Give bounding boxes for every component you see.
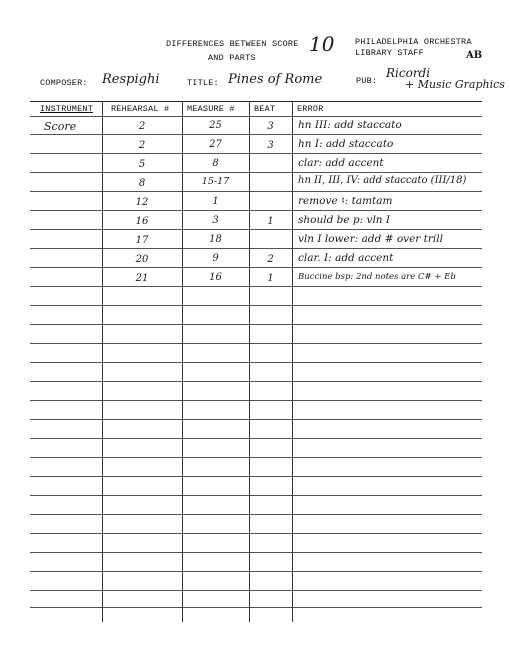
- column-header-beat: BEAT: [254, 104, 276, 114]
- row-rule: [30, 286, 482, 287]
- row-6-rehearsal: 16: [135, 216, 149, 227]
- row-5-error: remove ♮: tamtam: [298, 195, 393, 207]
- row-7-measure: 18: [209, 234, 222, 245]
- row-9-measure: 16: [209, 272, 222, 283]
- row-rule: [30, 476, 482, 477]
- row-9-beat: 1: [267, 273, 274, 284]
- column-divider: [249, 101, 250, 622]
- column-divider: [292, 101, 293, 622]
- row-rule: [30, 153, 482, 154]
- composer-label: COMPOSER:: [40, 78, 88, 88]
- title-label: TITLE:: [187, 78, 219, 88]
- row-7-rehearsal: 17: [135, 235, 149, 246]
- row-rule: [30, 533, 482, 534]
- form-title-line2: AND PARTS: [208, 53, 256, 63]
- column-header-rehearsal: REHEARSAL #: [111, 104, 170, 114]
- row-4-rehearsal: 8: [138, 178, 146, 189]
- row-rule: [30, 324, 482, 325]
- column-header-measure: MEASURE #: [187, 104, 235, 114]
- row-3-error: clar: add accent: [298, 157, 384, 169]
- row-rule: [30, 381, 482, 382]
- row-8-error: clar. I: add accent: [298, 252, 394, 264]
- row-9-rehearsal: 21: [135, 273, 149, 284]
- row-5-rehearsal: 12: [135, 197, 149, 208]
- org-name: PHILADELPHIA ORCHESTRA: [355, 37, 472, 47]
- table-top-rule: [30, 101, 482, 102]
- row-rule: [30, 267, 482, 268]
- row-6-measure: 3: [212, 215, 219, 226]
- pub-label: PUB:: [356, 76, 378, 86]
- row-rule: [30, 400, 482, 401]
- row-6-error: should be p: vln I: [298, 214, 391, 226]
- row-rule: [30, 571, 482, 572]
- row-8-measure: 9: [212, 253, 219, 264]
- row-1-rehearsal: 2: [138, 121, 146, 132]
- row-6-beat: 1: [267, 216, 274, 227]
- row-rule: [30, 514, 482, 515]
- row-rule: [30, 457, 482, 458]
- row-rule: [30, 191, 482, 192]
- composer-value: Respighi: [102, 72, 160, 87]
- row-1-beat: 3: [267, 121, 274, 132]
- row-4-error: hn II, III, IV: add staccato (III/18): [298, 175, 467, 186]
- row-rule: [30, 590, 482, 591]
- row-2-beat: 3: [267, 140, 274, 151]
- column-header-error: ERROR: [297, 104, 324, 114]
- row-7-error: vln I lower: add # over trill: [298, 233, 443, 245]
- row-3-measure: 8: [212, 158, 219, 169]
- row-rule: [30, 172, 482, 173]
- row-8-beat: 2: [267, 254, 274, 265]
- pub-value-line1: Ricordi: [386, 66, 431, 80]
- form-title-line1: DIFFERENCES BETWEEN SCORE: [166, 39, 299, 49]
- row-2-rehearsal: 2: [138, 140, 146, 151]
- row-8-rehearsal: 20: [135, 254, 149, 265]
- row-1-instrument: Score: [44, 120, 77, 133]
- row-2-error: hn I: add staccato: [298, 138, 394, 150]
- pub-value-line2: + Music Graphics: [405, 78, 505, 91]
- row-rule: [30, 607, 482, 608]
- column-header-instrument: INSTRUMENT: [40, 104, 94, 114]
- row-5-measure: 1: [212, 196, 219, 207]
- row-rule: [30, 134, 482, 135]
- header-bottom-rule: [30, 116, 482, 117]
- row-3-rehearsal: 5: [138, 159, 146, 170]
- row-9-error: Buccine bsp: 2nd notes are C# + Eb: [298, 272, 456, 282]
- row-rule: [30, 229, 482, 230]
- form-number: 10: [309, 32, 335, 56]
- row-4-measure: 15-17: [201, 176, 230, 187]
- row-rule: [30, 438, 482, 439]
- row-rule: [30, 305, 482, 306]
- row-rule: [30, 248, 482, 249]
- row-rule: [30, 362, 482, 363]
- row-1-measure: 25: [209, 120, 222, 131]
- row-rule: [30, 495, 482, 496]
- org-department: LIBRARY STAFF: [355, 48, 424, 58]
- row-rule: [30, 419, 482, 420]
- title-value: Pines of Rome: [228, 72, 323, 87]
- staff-initials: AB: [466, 50, 483, 61]
- row-rule: [30, 343, 482, 344]
- row-rule: [30, 552, 482, 553]
- row-1-error: hn III: add staccato: [298, 119, 402, 131]
- row-2-measure: 27: [209, 139, 222, 150]
- row-rule: [30, 210, 482, 211]
